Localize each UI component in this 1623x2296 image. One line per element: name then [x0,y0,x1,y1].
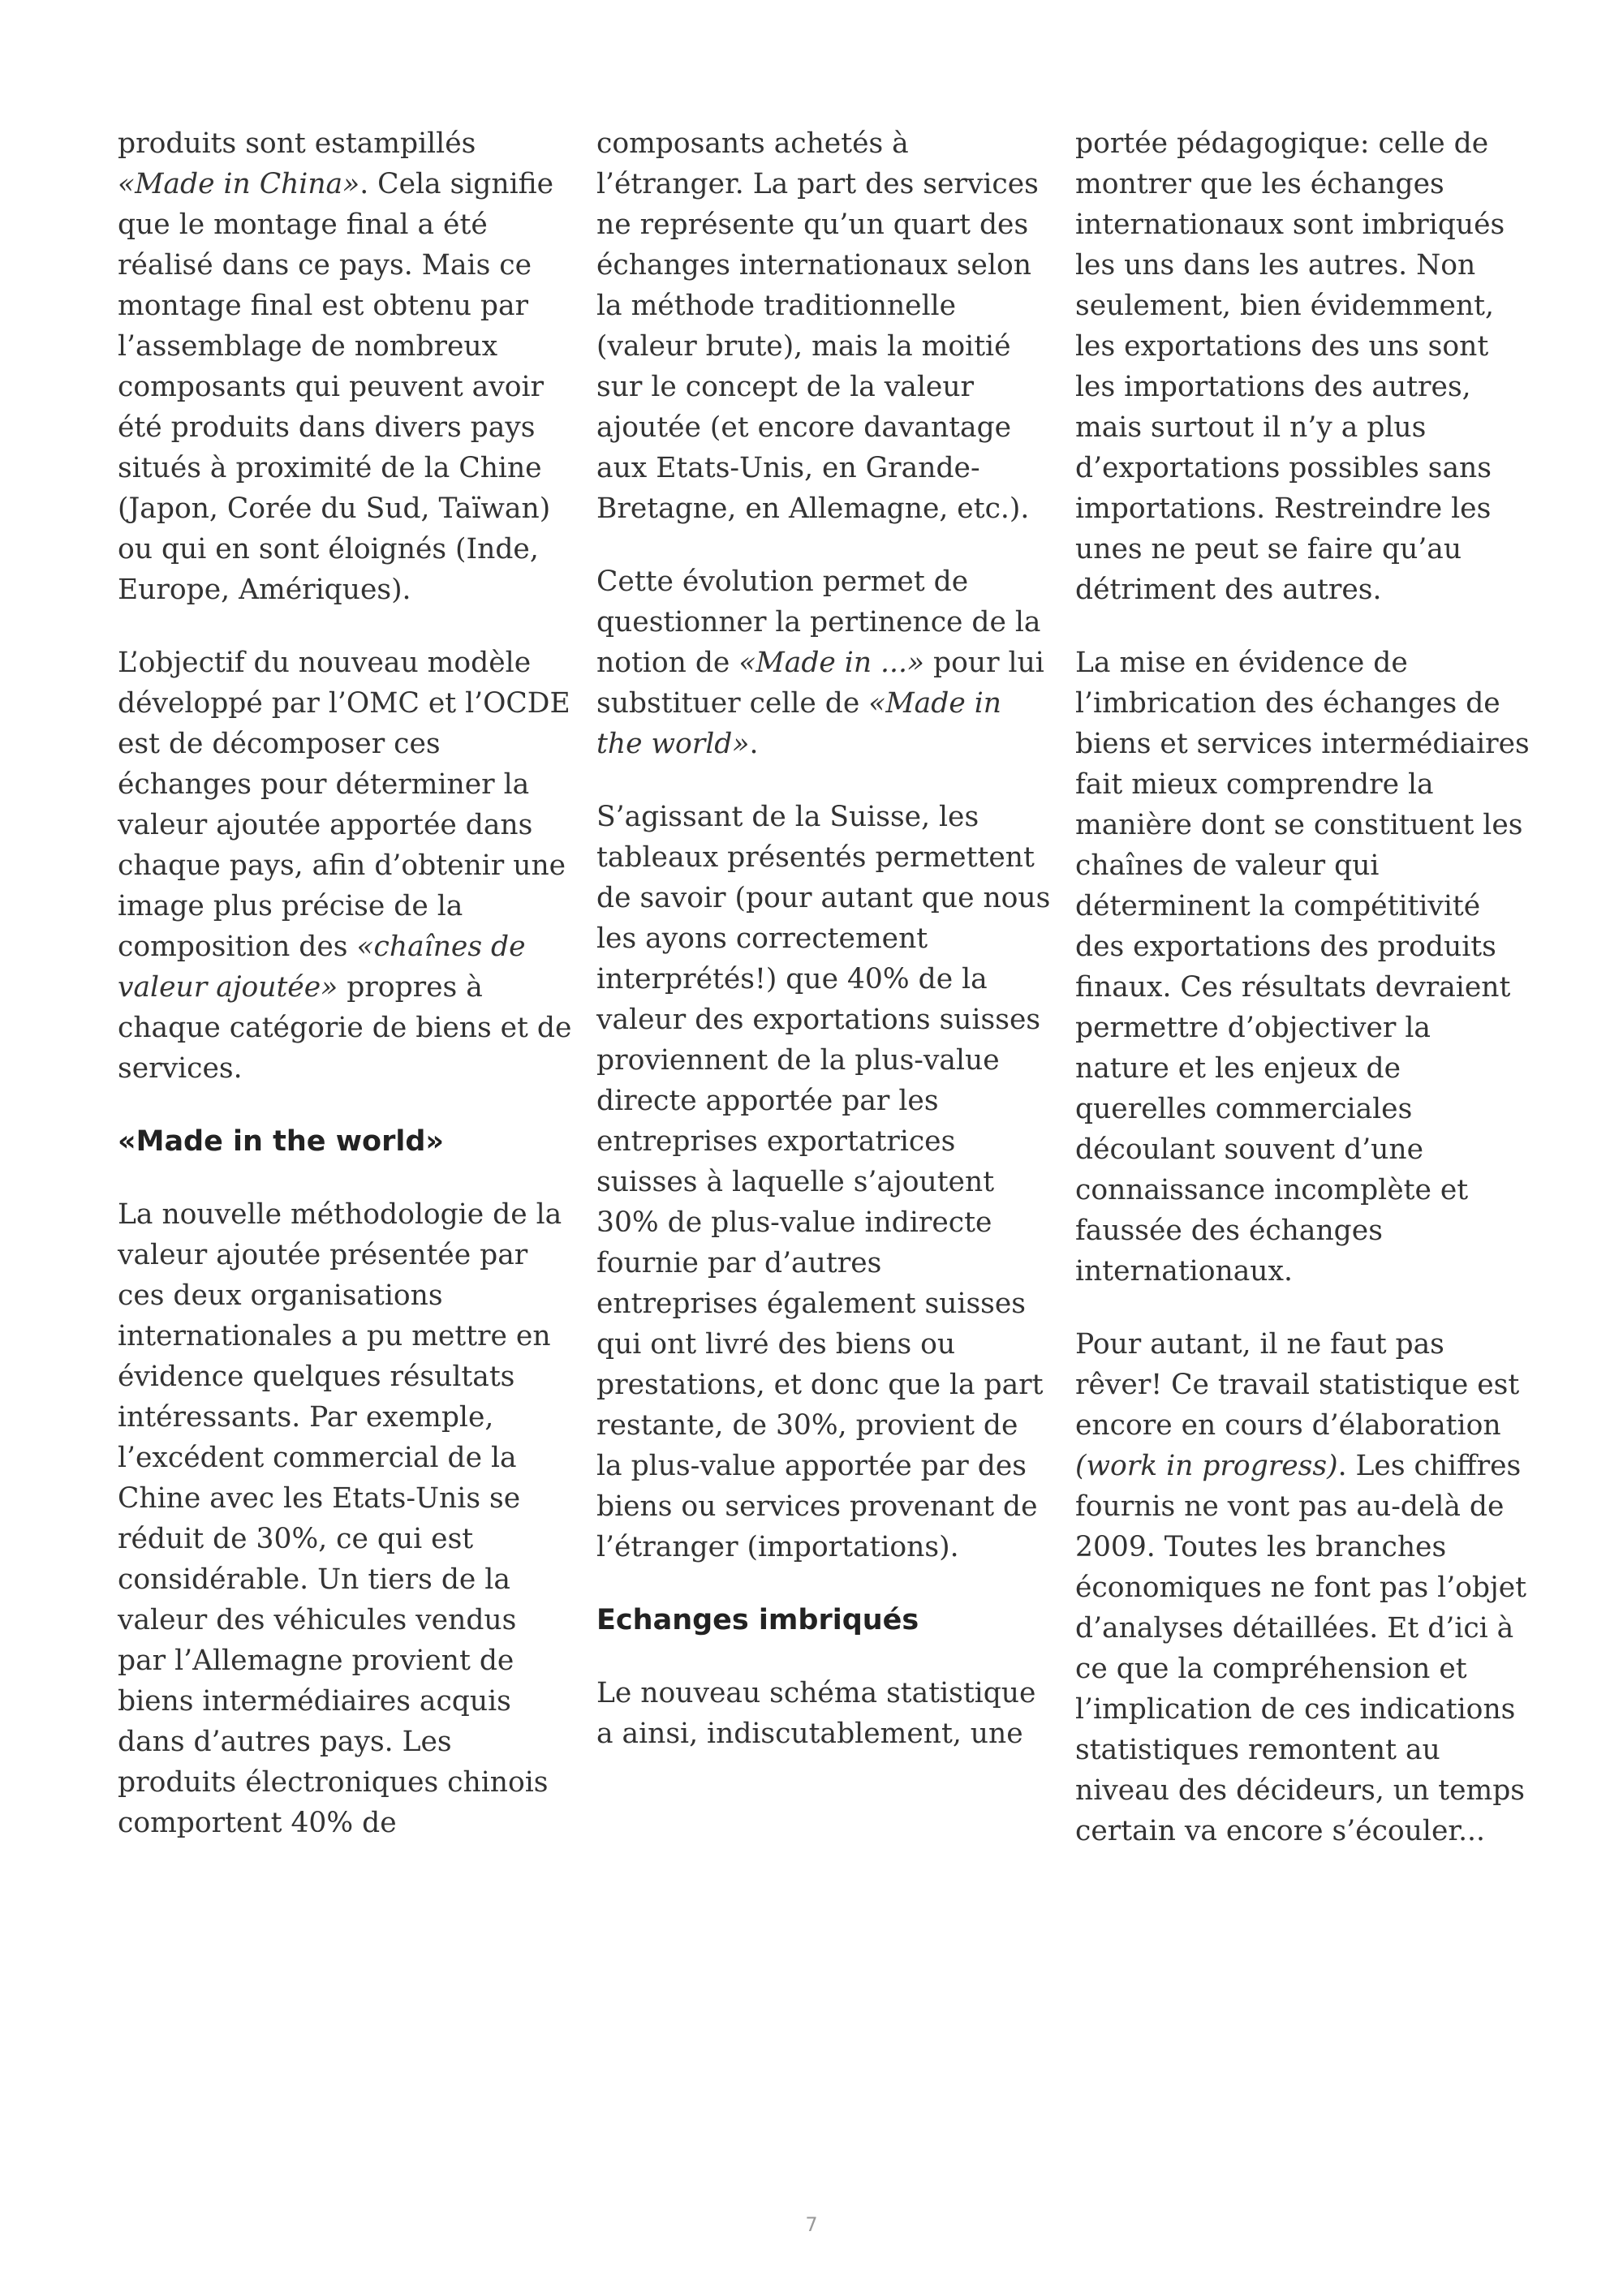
text-run: . Cela signifie que le montage final a été réalisé dans ce pays. Mais ce montage final est obtenu par l’assemblage de nombreux composants qui peuvent avoir été produits dans divers pays situés à proximité de la Chine (Japon, Corée du Sud, Taïwan) ou qui en sont éloignés (Inde, Europe, Amériques). [118,168,554,606]
text-column-2 [596,123,1051,1786]
text-run: . [749,728,759,760]
text-run: Cette évolution permet de questionner la pertinence de la notion de [596,565,1041,679]
paragraph: La nouvelle méthodologie de la valeur ajoutée présentée par ces deux organisations internationales a pu mettre en évidence quelques résultats intéressants. Par exemple, l’excédent commercial de la Chine avec les Etats-Unis se réduit de 30%, ce qui est considérable. Un tiers de la valeur des véhicules vendus par l’Allemagne provient de biens intermédiaires acquis dans d’autres pays. Les produits électroniques chinois comportent 40% de [118,1198,562,1839]
text-column-1 [118,123,572,1876]
section-heading: «Made in the world» [118,1125,445,1158]
emphasis-text: «Made in the world» [596,687,1001,760]
paragraph [1075,1324,1530,1851]
paragraph [118,123,572,610]
text-column-3 [1075,123,1530,1884]
paragraph: composants achetés à l’étranger. La part des services ne représente qu’un quart des échanges internationaux selon la méthode traditionnelle (valeur brute), mais la moitié sur le concept de la valeur ajoutée (et encore davantage aux Etats-Unis, en Grande-Bretagne, en Allemagne, etc.). [596,127,1039,525]
paragraph: Le nouveau schéma statistique a ainsi, indiscutablement, une [596,1677,1036,1750]
emphasis-text: «Made in ...» [738,647,925,679]
text-run: . Les chiffres fournis ne vont pas au-delà de 2009. Toutes les branches économiques ne font pas l’objet d’analyses détaillées. Et d’ici à ce que la compréhension et l’implication de ces indications statistiques remontent au niveau des décideurs, un temps certain va encore s’écouler... [1075,1450,1526,1847]
paragraph: portée pédagogique: celle de montrer que les échanges internationaux sont imbriqués les uns dans les autres. Non seulement, bien évidemment, les exportations des uns sont les importations des autres, mais surtout il n’y a plus d’exportations possibles sans importations. Restreindre les unes ne peut se faire qu’au détriment des autres. [1075,127,1505,606]
text-run: pour lui substituer celle de [596,647,1044,720]
paragraph [596,561,1051,764]
text-run: L’objectif du nouveau modèle développé par l’OMC et l’OCDE est de décomposer ces échanges pour déterminer la valeur ajoutée apportée dans chaque pays, afin d’obtenir une image plus précise de la composition des [118,647,570,963]
paragraph: La mise en évidence de l’imbrication des échanges de biens et services intermédiaires fait mieux comprendre la manière dont se constituent les chaînes de valeur qui déterminent la compétitivité des exportations des produits finaux. Ces résultats devraient permettre d’objectiver la nature et les enjeux de querelles commerciales découlant souvent d’une connaissance incomplète et faussée des échanges internationaux. [1075,647,1530,1288]
page-number: 7 [805,2213,818,2236]
paragraph: S’agissant de la Suisse, les tableaux présentés permettent de savoir (pour autant que nous les ayons correctement interprétés!) que 40% de la valeur des exportations suisses proviennent de la plus-value directe apportée par les entreprises exportatrices suisses à laquelle s’ajoutent 30% de plus-value indirecte fournie par d’autres entreprises également suisses qui ont livré des biens ou prestations, et donc que la part restante, de 30%, provient de la plus-value apportée par des biens ou services provenant de l’étranger (importations). [596,801,1051,1563]
text-run: Pour autant, il ne faut pas rêver! Ce travail statistique est encore en cours d’élaboration [1075,1328,1520,1442]
emphasis-text: «Made in China» [118,168,360,200]
text-run: produits sont estampillés [118,127,476,160]
emphasis-text: (work in progress) [1075,1450,1338,1482]
emphasis-text: «chaînes de valeur ajoutée» [118,931,526,1004]
paragraph [118,643,572,1089]
section-heading: Echanges imbriqués [596,1604,919,1636]
text-run: propres à chaque catégorie de biens et de services. [118,971,572,1085]
